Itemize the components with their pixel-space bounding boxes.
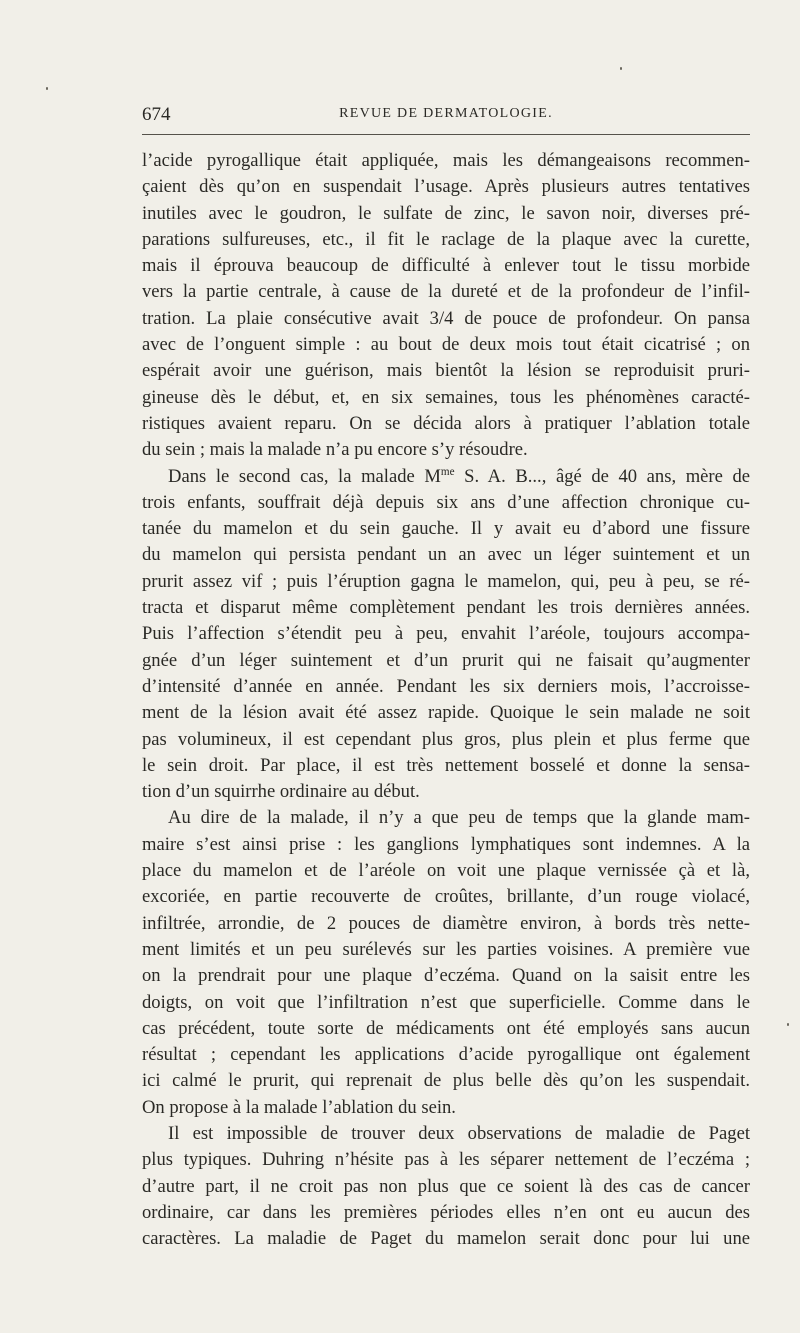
text-line: tanée du mamelon et du sein gauche. Il y avait eu d’abord une fissure [142, 518, 750, 540]
header-rule [142, 134, 750, 135]
text-line: gineuse dès le début, et, en six semaines, tous les phénomènes caracté- [142, 386, 750, 408]
text-line: du sein ; mais la malade n’a pu encore s’y résoudre. [142, 439, 528, 461]
text-line: Au dire de la malade, il n’y a que peu de temps que la glande mam- [168, 807, 750, 829]
text-line: on la prendrait pour une plaque d’eczéma. Quand on la saisit entre les [142, 965, 750, 987]
text-line: résultat ; cependant les applications d’acide pyrogallique ont également [142, 1044, 750, 1066]
text-line: le sein droit. Par place, il est très nettement bosselé et donne la sensa- [142, 754, 750, 776]
text-line: caractères. La maladie de Paget du mamelon serait donc pour lui une [142, 1228, 750, 1250]
page-number: 674 [142, 104, 171, 125]
text-line: tration. La plaie consécutive avait 3/4 de pouce de profondeur. On pansa [142, 307, 750, 329]
text-line: plus typiques. Duhring n’hésite pas à les séparer nettement de l’eczéma ; [142, 1149, 750, 1171]
text-line: espérait avoir une guérison, mais bientôt la lésion se reproduisit pruri- [142, 360, 750, 382]
scan-speck [787, 1023, 789, 1026]
text-line: tracta et disparut même complètement pendant les trois dernières années. [142, 597, 750, 619]
scan-speck [46, 87, 48, 90]
text-line: prurit assez vif ; puis l’éruption gagna le mamelon, qui, peu à peu, se ré- [142, 570, 750, 592]
text-line: doigts, on voit que l’infiltration n’est que superficielle. Comme dans le [142, 991, 750, 1013]
paragraph-3 [142, 805, 750, 1121]
page-header [142, 104, 750, 126]
text-line: trois enfants, souffrait déjà depuis six ans d’une affection chronique cu- [142, 491, 750, 513]
text-line: avec de l’onguent simple : au bout de deux mois tout était cicatrisé ; on [142, 334, 750, 356]
text-line: çaient dès qu’on en suspendait l’usage. Après plusieurs autres tentatives [142, 176, 750, 198]
text-line: ment de la lésion avait été assez rapide. Quoique le sein malade ne soit [142, 702, 750, 724]
text-line: ordinaire, car dans les premières périodes elles n’en ont eu aucun des [142, 1201, 750, 1223]
text-line: d’intensité d’année en année. Pendant les six derniers mois, l’accroisse- [142, 675, 750, 697]
text-line [142, 464, 750, 490]
text-line-end: S. A. B..., âgé de 40 ans, mère de [454, 465, 750, 487]
running-title: REVUE DE DERMATOLOGIE. [339, 106, 553, 121]
text-line: pas volumineux, il est cependant plus gros, plus plein et plus ferme que [142, 728, 750, 750]
paragraph-2 [142, 464, 750, 806]
text-line: place du mamelon et de l’aréole on voit une plaque vernissée çà et là, [142, 860, 750, 882]
text-line: tion d’un squirrhe ordinaire au début. [142, 781, 420, 803]
text-line: On propose à la malade l’ablation du sein. [142, 1096, 456, 1118]
text-line: excoriée, en partie recouverte de croûtes, brillante, d’un rouge violacé, [142, 886, 750, 908]
text-line: inutiles avec le goudron, le sulfate de zinc, le savon noir, diverses pré- [142, 202, 750, 224]
text-line-start: Dans le second cas, la malade M [168, 465, 441, 487]
text-line: Il est impossible de trouver deux observations de maladie de Paget [168, 1122, 750, 1144]
text-line: Puis l’affection s’étendit peu à peu, envahit l’aréole, toujours accompa- [142, 623, 750, 645]
text-line: cas précédent, toute sorte de médicaments ont été employés sans aucun [142, 1017, 750, 1039]
scan-speck [620, 67, 622, 70]
text-line: ici calmé le prurit, qui reprenait de plus belle dès qu’on les suspendait. [142, 1070, 750, 1092]
text-line: mais il éprouva beaucoup de difficulté à enlever tout le tissu morbide [142, 255, 750, 277]
text-line: vers la partie centrale, à cause de la dureté et de la profondeur de l’infil- [142, 281, 750, 303]
body-text [142, 148, 750, 1252]
text-line: parations sulfureuses, etc., il fit le raclage de la plaque avec la curette, [142, 228, 750, 250]
text-line: infiltrée, arrondie, de 2 pouces de diamètre environ, à bords très nette- [142, 912, 750, 934]
text-line: gnée d’un léger suintement et d’un prurit qui ne faisait qu’augmenter [142, 649, 750, 671]
text-line: maire s’est ainsi prise : les ganglions lymphatiques sont indemnes. A la [142, 833, 750, 855]
text-line: l’acide pyrogallique était appliquée, mais les démangeaisons recommen- [142, 150, 750, 171]
paragraph-1 [142, 148, 750, 464]
text-line: ristiques avaient reparu. On se décida alors à pratiquer l’ablation totale [142, 412, 750, 434]
superscript: me [440, 465, 455, 478]
paragraph-4 [142, 1121, 750, 1252]
text-line: ment limités et un peu surélevés sur les parties voisines. A première vue [142, 938, 750, 960]
text-line: du mamelon qui persista pendant un an avec un léger suintement et un [142, 544, 750, 566]
text-line: d’autre part, il ne croit pas non plus que ce soient là des cas de cancer [142, 1175, 750, 1197]
